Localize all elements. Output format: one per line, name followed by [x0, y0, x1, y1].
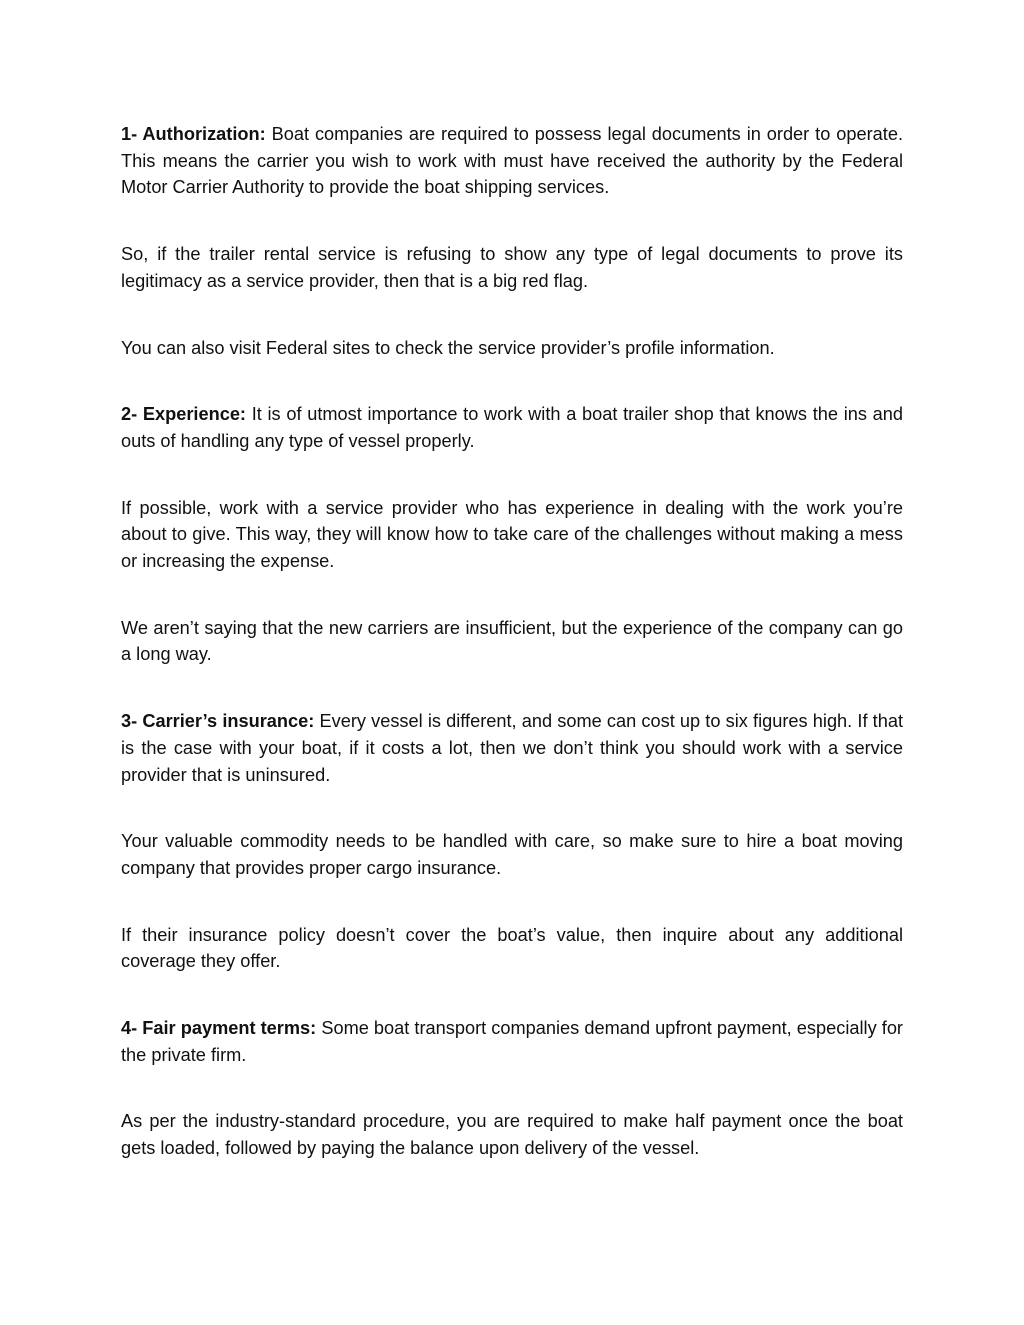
paragraph-authorization	[121, 121, 903, 201]
heading-authorization: 1- Authorization:	[121, 124, 266, 144]
paragraph-text: It is of utmost importance to work with a boat trailer shop that knows the ins and outs of handling any type of vessel properly.	[121, 404, 904, 451]
heading-payment-terms: 4- Fair payment terms:	[121, 1018, 317, 1039]
paragraph-text: If possible, work with a service provider who has experience in dealing with the work you’re about to give. This way, they will know how to take care of the challenges without making a mess or increasing the expense.	[121, 497, 903, 572]
paragraph-experience	[121, 401, 903, 454]
paragraph-additional-coverage	[121, 922, 903, 975]
paragraph-text: We aren’t saying that the new carriers are insufficient, but the experience of the company can go a long way.	[121, 617, 903, 665]
paragraph-text: So, if the trailer rental service is refusing to show any type of legal documents to prove its legitimacy as a service provider, then that is a big red flag.	[121, 244, 903, 291]
heading-insurance: 3- Carrier’s insurance:	[121, 711, 315, 732]
paragraph-new-carriers	[121, 615, 903, 668]
paragraph-payment-terms	[121, 1015, 903, 1068]
paragraph-cargo-insurance	[121, 828, 903, 881]
paragraph-insurance	[121, 708, 903, 788]
paragraph-text: Some boat transport companies demand upfront payment, especially for the private firm.	[121, 1018, 903, 1065]
paragraph-industry-standard	[121, 1108, 903, 1161]
paragraph-text: As per the industry-standard procedure, you are required to make half payment once the boat gets loaded, followed by paying the balance upon delivery of the vessel.	[121, 1111, 903, 1159]
paragraph-text: Boat companies are required to possess legal documents in order to operate. This means the carrier you wish to work with must have received the authority by the Federal Motor Carrier Authority to provide the boat shipping services.	[121, 124, 903, 198]
paragraph-federal-sites	[121, 335, 903, 362]
paragraph-text: You can also visit Federal sites to check the service provider’s profile information.	[121, 337, 775, 358]
document-page	[121, 121, 903, 1202]
paragraph-text: If their insurance policy doesn’t cover the boat’s value, then inquire about any additional coverage they offer.	[121, 924, 903, 972]
paragraph-red-flag	[121, 241, 903, 294]
heading-experience: 2- Experience:	[121, 404, 246, 425]
paragraph-text: Every vessel is different, and some can cost up to six figures high. If that is the case with your boat, if it costs a lot, then we don’t think you should work with a service provider that is uninsured.	[121, 711, 904, 785]
paragraph-service-provider	[121, 495, 903, 575]
paragraph-text: Your valuable commodity needs to be handled with care, so make sure to hire a boat moving company that provides proper cargo insurance.	[121, 831, 903, 878]
